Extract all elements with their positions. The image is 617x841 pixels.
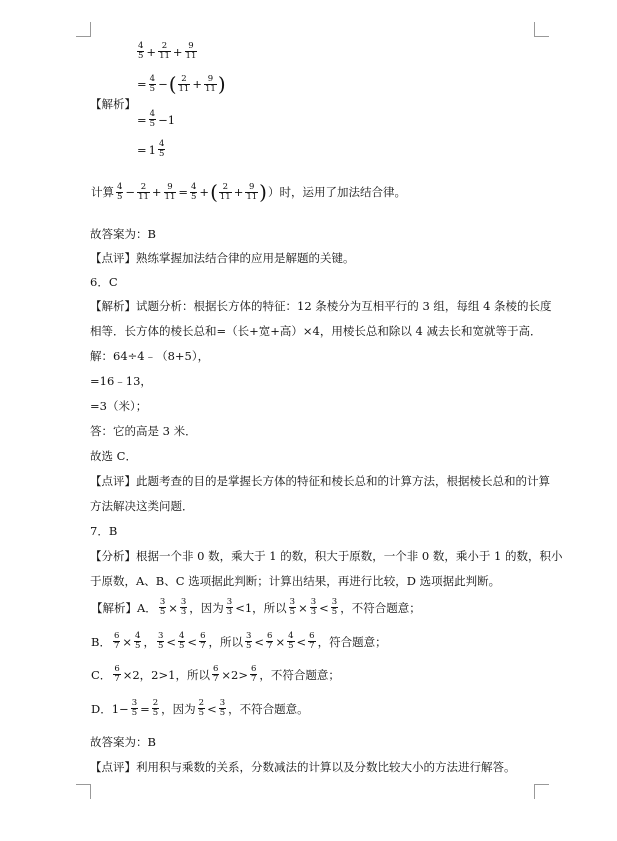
q6-analysis-line-1: 【解析】试题分析：根据长方体的特征：12 条棱分为互相平行的 3 组，每组 4 条棱的长度	[90, 299, 552, 313]
q6-review-line-1: 【点评】此题考查的目的是掌握长方体的特征和棱长总和的计算方法，根据棱长总和的计算	[90, 474, 550, 488]
calc-statement: 计算 $\frac{4}{5}$ − $\frac{2}{11}$ + $\frac{9}{11}$ = $\frac{4}{5}$ +( $\frac{2}{11}$ + $\frac{9}{11}$ )）时，运用了加法结合律。	[91, 180, 406, 204]
step-3-expression: = $\frac{4}{5}$ −1	[137, 109, 176, 129]
q6-solution-line-1: 解：64÷4﹣（8+5），	[90, 349, 210, 363]
q6-analysis-line-2: 相等．长方体的棱长总和=（长+宽+高）×4，用棱长总和除以 4 减去长和宽就等于高．	[90, 324, 542, 338]
q7-review: 【点评】利用积与乘数的关系，分数减法的计算以及分数比较大小的方法进行解答。	[90, 760, 516, 774]
q7-option-a: 【解析】A． $\frac{3}{5}$ × $\frac{3}{3}$ ，因为 $\frac{3}{3}$ <1，所以 $\frac{3}{5}$ × $\frac{3}{3}$ < $\frac{3}{5}$ ，不符合题意；	[91, 597, 421, 617]
q6-solution-line-3: =3（米）；	[90, 399, 148, 413]
step-4-expression: = 1 $\frac{4}{5}$	[137, 139, 165, 159]
q7-answer: 故答案为：B	[90, 735, 156, 749]
crop-mark-top-left	[76, 22, 91, 37]
q7-option-b: B． $\frac{6}{7}$ × $\frac{4}{5}$ ， $\frac{3}{5}$ < $\frac{4}{5}$ < $\frac{6}{7}$ ，所以 $\frac{3}{5}$ < $\frac{6}{7}$ × $\frac{4}{5}$ < $\frac{6}{7}$ ，符合题意；	[91, 631, 387, 651]
q5-review: 【点评】熟练掌握加法结合律的应用是解题的关键。	[90, 251, 355, 265]
q7-analysis-line-1: 【分析】根据一个非 0 数，乘大于 1 的数，积大于原数，一个非 0 数，乘小于 1 的数，积小	[90, 549, 563, 563]
q7-option-c: C． $\frac{6}{7}$ ×2，2>1，所以 $\frac{6}{7}$ ×2> $\frac{6}{7}$ ，不符合题意；	[91, 664, 340, 684]
q6-solution-line-4: 答：它的高是 3 米．	[90, 424, 197, 438]
q6-heading: 6．C	[90, 275, 118, 289]
q6-solution-line-2: =16﹣13，	[90, 374, 152, 388]
q5-answer: 故答案为：B	[90, 227, 156, 241]
step-2-expression: = $\frac{4}{5}$ −( $\frac{2}{11}$ + $\frac{9}{11}$ )	[137, 72, 226, 96]
jiexi-label: 【解析】	[90, 97, 136, 111]
q7-option-d: D．1− $\frac{3}{5}$ = $\frac{2}{5}$ ，因为 $\frac{2}{5}$ < $\frac{3}{5}$ ，不符合题意。	[91, 698, 309, 718]
crop-mark-bottom-left	[76, 784, 91, 799]
step-1-expression: $\frac{4}{5}$ + $\frac{2}{11}$ + $\frac{9}{11}$	[138, 41, 197, 61]
crop-mark-top-right	[534, 22, 549, 37]
q6-review-line-2: 方法解决这类问题．	[90, 499, 194, 513]
crop-mark-bottom-right	[534, 784, 549, 799]
q6-choose: 故选 C．	[90, 449, 137, 463]
q7-analysis-line-2: 于原数，A、B、C 选项据此判断；计算出结果，再进行比较，D 选项据此判断。	[90, 574, 501, 588]
q7-heading: 7．B	[90, 524, 118, 538]
